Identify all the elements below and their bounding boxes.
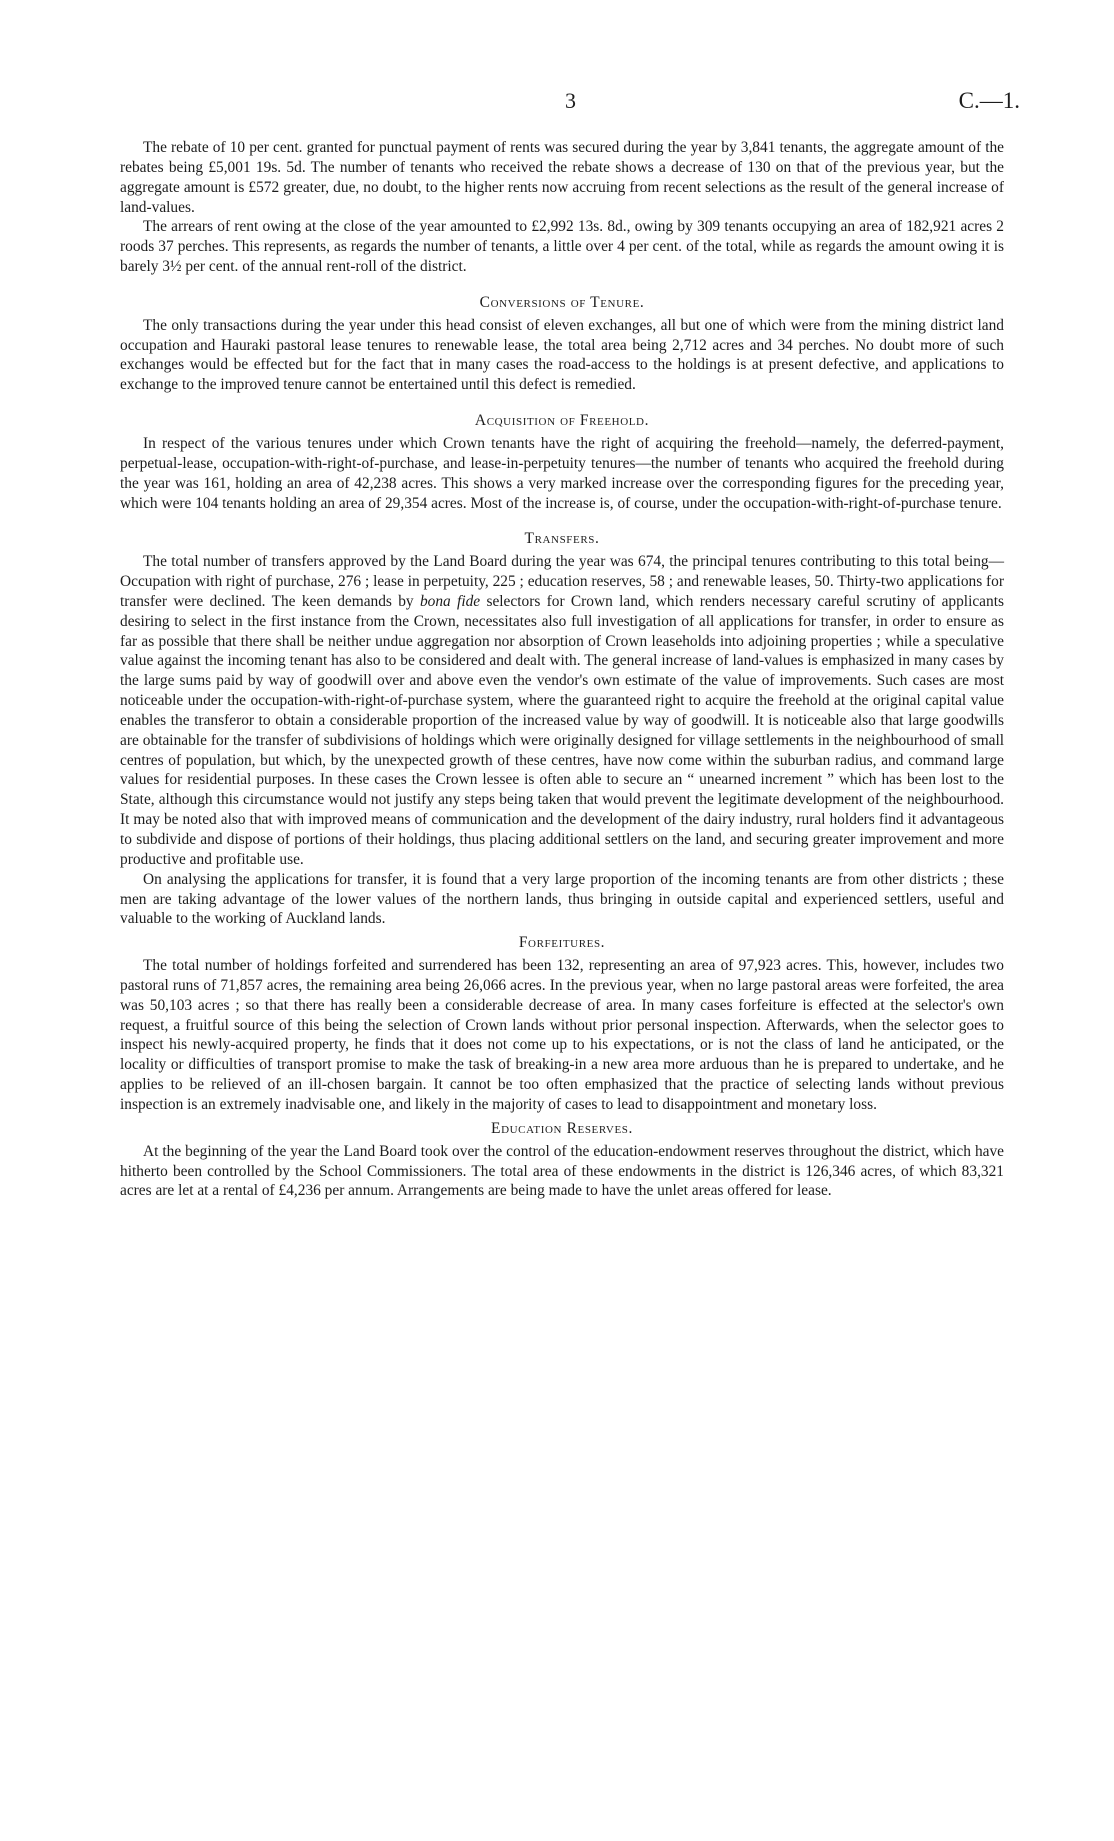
bona-fide-emphasis: bona fide xyxy=(419,592,481,610)
education-heading: Education Reserves. xyxy=(491,1119,633,1137)
arrears-paragraph: The arrears of rent owing at the close of the year amounted to £2,992 13s. 8d., owing by 309 tenants occupying an area of 182,921 acres 2 roods 37 perches. This represents, as regards the number of tenants, a little over 4 per cent. of the total, while as regards the amount owing it is barely 3½ per cent. of the annual rent-roll of the district. xyxy=(120,218,1004,276)
transfers-text-a: The total number of transfers approved by the Land Board during the year was 674, the principal tenures contributing to this total being—Occupation with right of purchase, 276 ; lease in perpetuity, 225 ; education reserves, 58 ; and renewable leases, 50. Thirty-two applications for transfer were declined. The keen demands by xyxy=(120,553,1004,610)
conversions-paragraph: The only transactions during the year under this head consist of eleven exchanges, all but one of which were from the mining district land occupation and Hauraki pastoral lease tenures to renewable lease, the total area being 2,712 acres and 34 perches. No doubt more of such exchanges would be effected but for the fact that in many cases the road-access to the holdings is at present defective, and applications to exchange to the improved tenure cannot be entertained until this defect is remedied. xyxy=(120,316,1004,394)
transfers-heading: Transfers. xyxy=(524,530,600,548)
freehold-heading: Acquisition of Freehold. xyxy=(474,412,650,430)
transfers-analysis-paragraph: On analysing the applications for transfer, it is found that a very large proportion of the incoming tenants are from other districts ; these men are taking advantage of the lower values of the northern lands, thus bringing in outside capital and experienced settlers, useful and valuable to the working of Auckland lands. xyxy=(120,870,1004,928)
conversions-heading: Conversions of Tenure. xyxy=(479,293,645,311)
forfeitures-heading: Forfeitures. xyxy=(518,934,606,952)
page-header xyxy=(0,88,1114,122)
body-text xyxy=(120,138,1004,1201)
education-paragraph: At the beginning of the year the Land Board took over the control of the education-endowment reserves throughout the district, which have hitherto been controlled by the School Commissioners. The total area of these endowments in the district is 126,346 acres, of which 83,321 acres are let at a rental of £4,236 per annum. Arrangements are being made to have the unlet areas offered for lease. xyxy=(120,1142,1004,1200)
page-number: 3 xyxy=(565,88,576,113)
rebate-paragraph: The rebate of 10 per cent. granted for punctual payment of rents was secured during the year by 3,841 tenants, the aggregate amount of the rebates being £5,001 19s. 5d. The number of tenants who received the rebate shows a decrease of 130 on that of the previous year, but the aggregate amount is £572 greater, due, no doubt, to the higher rents now accruing from recent selections as the result of the general increase of land-values. xyxy=(120,139,1004,216)
transfers-text-b: selectors for Crown land, which renders necessary careful scrutiny of applicants desiring to select in the first instance from the Crown, necessitates also full investigation of all applications for transfer, in order to ensure as far as possible that there shall be neither undue aggregation nor absorption of Crown leaseholds into adjoining properties ; while a speculative value against the incoming tenant has also to be considered and dealt with. The general increase of land-values is emphasized in many cases by the large sums paid by way of goodwill over and above even the vendor's own estimate of the value of improvements. Such cases are most noticeable under the occupation-with-right-of-purchase system, where the guaranteed right to acquire the freehold at the original capital value enables the transferor to obtain a considerable proportion of the increased value by way of goodwill. It is noticeable also that large goodwills are obtainable for the transfer of subdivisions of holdings which were originally designed for village settlements in the neighbourhood of small centres of population, but which, by the unexpected growth of these centres, have now come within the suburban radius, and command large values for residential purposes. In these cases the Crown lessee is often able to secure an “ unearned increment ” which has been lost to the State, although this circumstance would not justify any steps being taken that would prevent the legitimate development of the neighbourhood. It may be noted also that with improved means of communication and the development of the dairy industry, rural holders find it advantageous to subdivide and dispose of portions of their holdings, thus placing additional settlers on the land, and securing greater improvement and more productive and profitable use. xyxy=(120,592,1004,868)
transfers-paragraph xyxy=(120,552,1004,870)
freehold-paragraph: In respect of the various tenures under which Crown tenants have the right of acquiring the freehold—namely, the deferred-payment, perpetual-lease, occupation-with-right-of-purchase, and lease-in-perpetuity tenures—the number of tenants who acquired the freehold during the year was 161, holding an area of 42,238 acres. This shows a very marked increase over the corresponding figures for the preceding year, which were 104 tenants holding an area of 29,354 acres. Most of the increase is, of course, under the occupation-with-right-of-purchase tenure. xyxy=(120,434,1004,512)
forfeitures-paragraph: The total number of holdings forfeited and surrendered has been 132, representing an area of 97,923 acres. This, however, includes two pastoral runs of 71,857 acres, the remaining area being 26,066 acres. In the previous year, when no large pastoral areas were forfeited, the area was 50,103 acres ; so that there has really been a considerable decrease of area. In many cases forfeiture is effected at the selector's own request, a fruitful source of this being the selection of Crown lands without prior personal inspection. Afterwards, when the selector goes to inspect his newly-acquired property, he finds that it does not come up to his expectations, or is not the class of land he anticipated, or the locality or difficulties of transport promise to make the task of breaking-in a new area more arduous than he is prepared to undertake, and he applies to be relieved of an ill-chosen bargain. It cannot be too often emphasized that the practice of selecting lands without previous inspection is an extremely inadvisable one, and likely in the majority of cases to lead to disappointment and monetary loss. xyxy=(120,957,1004,1113)
document-reference: C.—1. xyxy=(958,88,1020,113)
